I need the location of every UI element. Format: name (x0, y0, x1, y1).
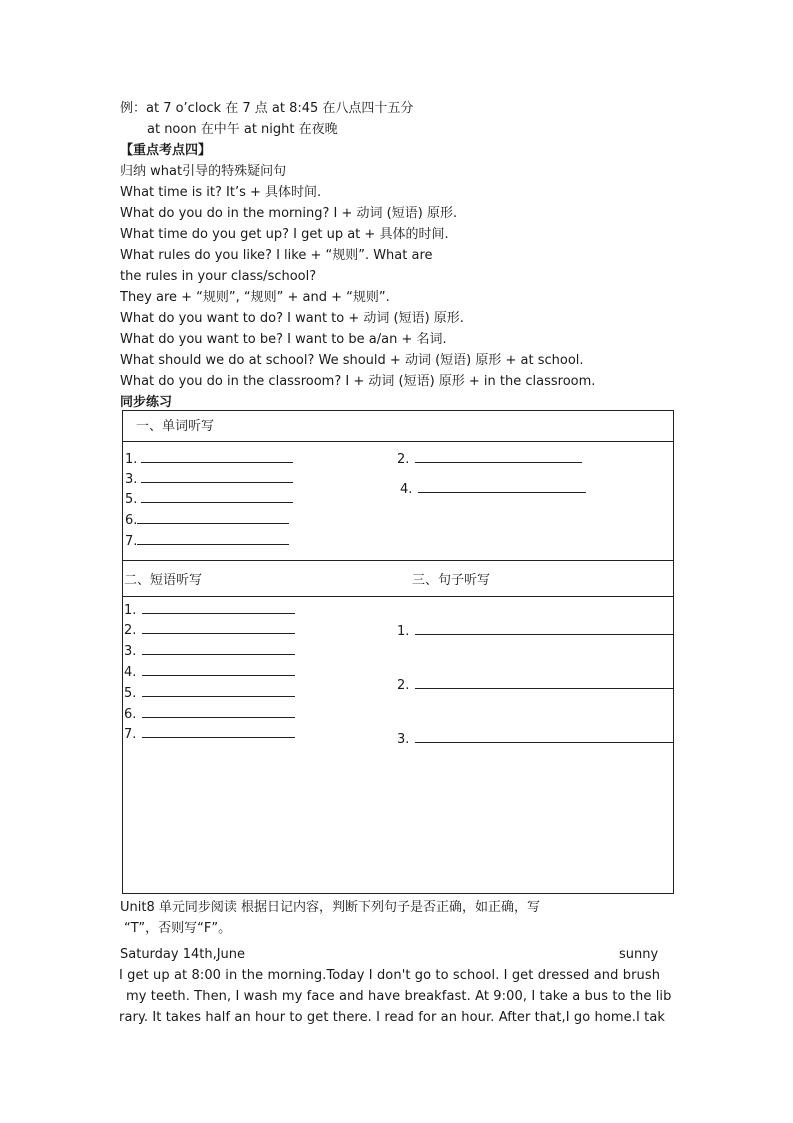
practice-heading: 同步练习 (120, 395, 173, 410)
phrase-dictation-item[interactable] (124, 705, 295, 723)
pattern-line: the rules in your class/school? (120, 269, 317, 284)
sentence-dictation-item[interactable] (397, 622, 673, 640)
answer-blank[interactable] (142, 725, 295, 738)
pattern-line: What should we do at school? We should + 动词 (短语) 原形 + at school. (120, 353, 584, 368)
section3-title: 三、句子听写 (412, 573, 491, 588)
item-number: 1. (397, 624, 410, 639)
phrase-dictation-item[interactable] (124, 621, 295, 639)
pattern-line: They are + “规则”, “规则” + and + “规则”. (120, 290, 390, 305)
pattern-line: What do you want to do? I want to + 动词 (短语) 原形. (120, 311, 464, 326)
sentence-dictation-item[interactable] (397, 730, 673, 748)
diary-line: rary. It takes half an hour to get there. I read for an hour. After that,I go home.I tak (119, 1010, 666, 1025)
answer-blank[interactable] (415, 622, 673, 635)
table-divider (122, 596, 674, 597)
answer-blank[interactable] (415, 730, 673, 743)
phrase-dictation-item[interactable] (124, 725, 295, 743)
section1-title: 一、单词听写 (136, 419, 215, 434)
item-number: 7. (125, 534, 138, 549)
item-number: 2. (397, 452, 410, 467)
item-number: 2. (124, 623, 137, 638)
sentence-dictation-item[interactable] (397, 676, 673, 694)
phrase-dictation-item[interactable] (124, 663, 295, 681)
answer-blank[interactable] (418, 480, 586, 493)
pattern-line: What time do you get up? I get up at + 具体的时间. (120, 227, 449, 242)
answer-blank[interactable] (415, 450, 582, 463)
item-number: 1. (124, 603, 137, 618)
word-dictation-item[interactable] (125, 450, 293, 468)
phrase-dictation-item[interactable] (124, 684, 295, 702)
word-dictation-item[interactable] (400, 480, 586, 498)
word-dictation-item[interactable] (125, 532, 289, 550)
key-point-heading: 【重点考点四】 (120, 143, 212, 158)
item-number: 1. (125, 452, 138, 467)
reading-instruction-cont: “T”，否则写“F”。 (124, 921, 232, 936)
example-line-2: at noon 在中午 at night 在夜晚 (147, 122, 338, 137)
word-dictation-item[interactable] (397, 450, 582, 468)
item-number: 4. (124, 665, 137, 680)
pattern-line: What do you do in the classroom? I + 动词 (短语) 原形 + in the classroom. (120, 374, 596, 389)
word-dictation-item[interactable] (125, 490, 293, 508)
reading-instruction: Unit8 单元同步阅读 根据日记内容，判断下列句子是否正确，如正确，写 (120, 900, 540, 915)
answer-blank[interactable] (137, 532, 289, 545)
pattern-line: What rules do you like? I like + “规则”. What are (120, 248, 433, 263)
diary-date: Saturday 14th,June (120, 947, 246, 962)
answer-blank[interactable] (142, 663, 295, 676)
answer-blank[interactable] (142, 684, 295, 697)
answer-blank[interactable] (142, 601, 295, 614)
answer-blank[interactable] (415, 676, 673, 689)
item-number: 4. (400, 482, 413, 497)
answer-blank[interactable] (141, 450, 293, 463)
answer-blank[interactable] (141, 490, 293, 503)
diary-line: my teeth. Then, I wash my face and have breakfast. At 9:00, I take a bus to the lib (126, 989, 672, 1004)
item-number: 2. (397, 678, 410, 693)
item-number: 5. (124, 686, 137, 701)
answer-blank[interactable] (142, 705, 295, 718)
item-number: 7. (124, 727, 137, 742)
phrase-dictation-item[interactable] (124, 601, 295, 619)
answer-blank[interactable] (141, 470, 293, 483)
example-line-1: 例：at 7 o’clock 在 7 点 at 8:45 在八点四十五分 (120, 101, 414, 116)
item-number: 3. (125, 472, 138, 487)
pattern-line: What do you do in the morning? I + 动词 (短语) 原形. (120, 206, 458, 221)
item-number: 6. (125, 513, 138, 528)
summary-title: 归纳 what引导的特殊疑问句 (120, 164, 287, 179)
item-number: 3. (397, 732, 410, 747)
table-divider (122, 560, 674, 561)
diary-line: I get up at 8:00 in the morning.Today I don't go to school. I get dressed and brush (119, 968, 661, 983)
item-number: 6. (124, 707, 137, 722)
answer-blank[interactable] (137, 511, 289, 524)
answer-blank[interactable] (142, 621, 295, 634)
phrase-dictation-item[interactable] (124, 642, 295, 660)
table-divider (122, 441, 674, 442)
answer-blank[interactable] (142, 642, 295, 655)
word-dictation-item[interactable] (125, 511, 289, 529)
pattern-line: What do you want to be? I want to be a/an + 名词. (120, 332, 447, 347)
diary-weather: sunny (619, 947, 659, 962)
pattern-line: What time is it? It’s + 具体时间. (120, 185, 322, 200)
item-number: 3. (124, 644, 137, 659)
item-number: 5. (125, 492, 138, 507)
section2-title: 二、短语听写 (124, 573, 203, 588)
word-dictation-item[interactable] (125, 470, 293, 488)
